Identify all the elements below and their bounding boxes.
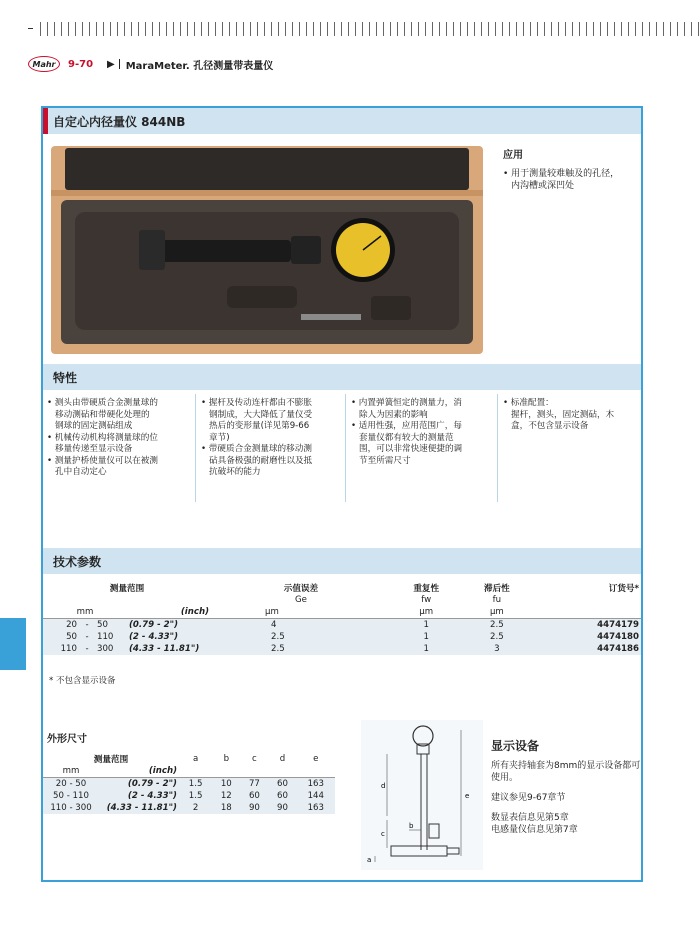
product-photo (51, 146, 483, 354)
cell: 20 (66, 620, 77, 630)
col-d: d (279, 754, 286, 764)
cell: 50 (66, 632, 77, 642)
cell: (4.33 - 11.81") (129, 644, 200, 654)
display-text: 建议参见9-67章节 (491, 793, 566, 803)
cell: 50 (97, 620, 108, 630)
dim-label-b: b (409, 822, 414, 830)
features-col-3 (351, 398, 491, 467)
cell: 18 (220, 803, 232, 813)
feature-line: • 带硬质合金测量球的移动测 (201, 444, 312, 454)
cell: 90 (277, 803, 288, 813)
feature-line: 移量传递至显示设备 (55, 444, 133, 454)
cell: (2 - 4.33") (129, 632, 179, 642)
cell: - (85, 644, 89, 654)
unit-um: μm (265, 607, 279, 617)
table-row (43, 802, 335, 814)
column-divider (497, 394, 498, 502)
divider (119, 59, 120, 69)
table-row (43, 643, 641, 655)
cell: (2 - 4.33") (127, 791, 177, 801)
feature-line: 节至所需尺寸 (359, 455, 411, 466)
features-col-1 (47, 398, 193, 479)
cell: 4474179 (597, 620, 639, 630)
display-heading: 显示设备 (491, 739, 540, 753)
display-text: 所有夹持轴套为8mm的显示设备都可使用。 (491, 761, 641, 783)
feature-line: 移动测砧和带硬化处理的 (55, 409, 150, 420)
cell: 20 - 50 (55, 779, 87, 789)
dim-label-c: c (381, 830, 385, 838)
feature-line: • 测头由带硬质合金测量球的 (47, 398, 158, 408)
feature-line: • 测量护桥使量仪可以在被测 (47, 455, 158, 466)
cell: 50 - 110 (53, 791, 89, 801)
cell: 300 (97, 644, 114, 654)
ruler-dash (28, 28, 33, 29)
col-repeat: 重复性 (413, 584, 440, 594)
dims-table (43, 753, 335, 814)
page-ruler (40, 22, 700, 40)
feature-line: 抗破坏的能力 (209, 467, 261, 477)
table-header-row (43, 753, 335, 765)
chapter-title: MaraMeter. 孔径测量带表量仪 (125, 60, 274, 72)
col-order: 订货号* (608, 584, 639, 594)
cell: 4474186 (597, 644, 639, 654)
feature-line: 钢球的固定测砧组成 (55, 421, 133, 431)
product-title: 自定心内径量仪 844NB (53, 115, 186, 129)
mahr-logo: Mahr (28, 56, 60, 72)
play-arrow-icon: ▶ (107, 58, 115, 70)
application-line: 内沟槽或深凹处 (511, 181, 575, 191)
features-heading: 特性 (53, 371, 78, 385)
cell: 144 (307, 791, 324, 801)
display-text: 电感量仪信息见第7章 (491, 825, 578, 835)
col-b: b (223, 754, 230, 764)
specs-band (43, 548, 641, 574)
sym-fw: fw (421, 595, 432, 605)
product-panel (41, 106, 643, 882)
cell: (0.79 - 2") (129, 620, 179, 630)
application-heading: 应用 (503, 150, 523, 161)
cell: 12 (220, 791, 232, 801)
table-row (43, 619, 641, 632)
cell: 110 (60, 644, 77, 654)
features-band (43, 364, 641, 390)
col-error: 示值误差 (283, 584, 319, 594)
table-unit-row (43, 765, 335, 778)
column-divider (345, 394, 346, 502)
cell: 90 (248, 803, 260, 813)
feature-line: • 内置弹簧恒定的测量力，消 (351, 398, 462, 408)
cell: 4 (271, 620, 277, 630)
col-e: e (313, 754, 319, 764)
table-row (43, 778, 335, 791)
cell: 2.5 (271, 644, 285, 654)
cell: 110 (97, 632, 114, 642)
cell: 3 (494, 644, 500, 654)
cell: 60 (248, 791, 260, 801)
col-c: c (252, 754, 257, 764)
cell: 163 (307, 779, 324, 789)
spec-note: * 不包含显示设备 (49, 676, 116, 686)
specs-heading: 技术参数 (53, 555, 102, 569)
feature-line: 除人为因素的影响 (359, 409, 428, 420)
cell: 1.5 (188, 791, 203, 801)
unit-um: μm (419, 607, 434, 617)
feature-line: 钢制成，大大降低了量仪受 (209, 409, 313, 420)
cell: 77 (248, 779, 260, 789)
dim-label-d: d (381, 782, 386, 790)
cell: (0.79 - 2") (127, 779, 177, 789)
page-header (28, 56, 273, 72)
feature-line: 章节) (209, 432, 230, 443)
title-accent (43, 108, 48, 134)
table-unit-row (43, 606, 641, 619)
feature-line: 握杆，测头，固定测砧，木 (511, 409, 615, 420)
feature-line: • 适用性强，应用范围广，每 (351, 421, 462, 431)
cell: 1 (423, 632, 429, 642)
cell: - (85, 620, 89, 630)
unit-mm: mm (62, 766, 80, 776)
col-hysteresis: 滞后性 (483, 584, 510, 594)
cell: 60 (277, 791, 288, 801)
dim-label-e: e (465, 792, 470, 800)
col-range: 测量范围 (93, 755, 129, 765)
cell: 60 (277, 779, 288, 789)
cell: 163 (307, 803, 324, 813)
cell: 1.5 (188, 779, 203, 789)
chapter-tab (0, 618, 26, 670)
feature-line: 盒，不包含显示设备 (511, 421, 589, 431)
features-col-4 (503, 398, 639, 433)
unit-inch: (inch) (148, 766, 177, 776)
table-symbol-row (43, 594, 641, 606)
display-text: 数显表信息见第5章 (491, 813, 569, 823)
cell: 2 (192, 803, 199, 813)
application-line: • 用于测量较难触及的孔径， (503, 169, 620, 179)
column-divider (195, 394, 196, 502)
unit-inch: (inch) (180, 607, 209, 617)
dimension-drawing (361, 720, 483, 870)
specs-table (43, 582, 641, 655)
cell: 2.5 (490, 620, 504, 630)
feature-line: 围，可以非常快速便捷的调 (359, 444, 463, 454)
col-range: 测量范围 (109, 584, 145, 594)
unit-mm: mm (76, 607, 94, 617)
feature-line: 套量仪都有较大的测量范 (359, 432, 454, 443)
cell: 110 - 300 (50, 803, 92, 813)
dim-label-a: a (367, 856, 372, 864)
sym-fu: fu (492, 595, 502, 605)
cell: 1 (423, 644, 429, 654)
application-block (503, 150, 638, 192)
cell: (4.33 - 11.81") (106, 803, 177, 813)
dims-heading: 外形尺寸 (47, 734, 87, 745)
cell: 4474180 (597, 632, 639, 642)
feature-line: 热后的变形量(详见第9-66 (209, 421, 310, 431)
table-header-row (43, 582, 641, 594)
display-block (491, 740, 641, 836)
table-row (43, 631, 641, 643)
sym-ge: Ge (294, 595, 307, 605)
table-row (43, 790, 335, 802)
col-a: a (192, 754, 199, 764)
cell: 1 (423, 620, 429, 630)
unit-um: μm (489, 607, 504, 617)
feature-line: • 标准配置： (503, 398, 554, 408)
feature-line: • 握杆及传动连杆都由不膨胀 (201, 398, 312, 408)
cell: 2.5 (490, 632, 504, 642)
cell: 10 (220, 779, 232, 789)
cell: - (85, 632, 89, 642)
product-titlebar (43, 108, 641, 134)
feature-line: 砧具备极强的耐磨性以及抵 (209, 455, 313, 466)
feature-line: • 机械传动机构将测量球的位 (47, 432, 158, 443)
cell: 2.5 (271, 632, 285, 642)
feature-line: 孔中自动定心 (55, 467, 107, 477)
features-col-2 (201, 398, 341, 479)
page-number: 9-70 (68, 58, 94, 70)
